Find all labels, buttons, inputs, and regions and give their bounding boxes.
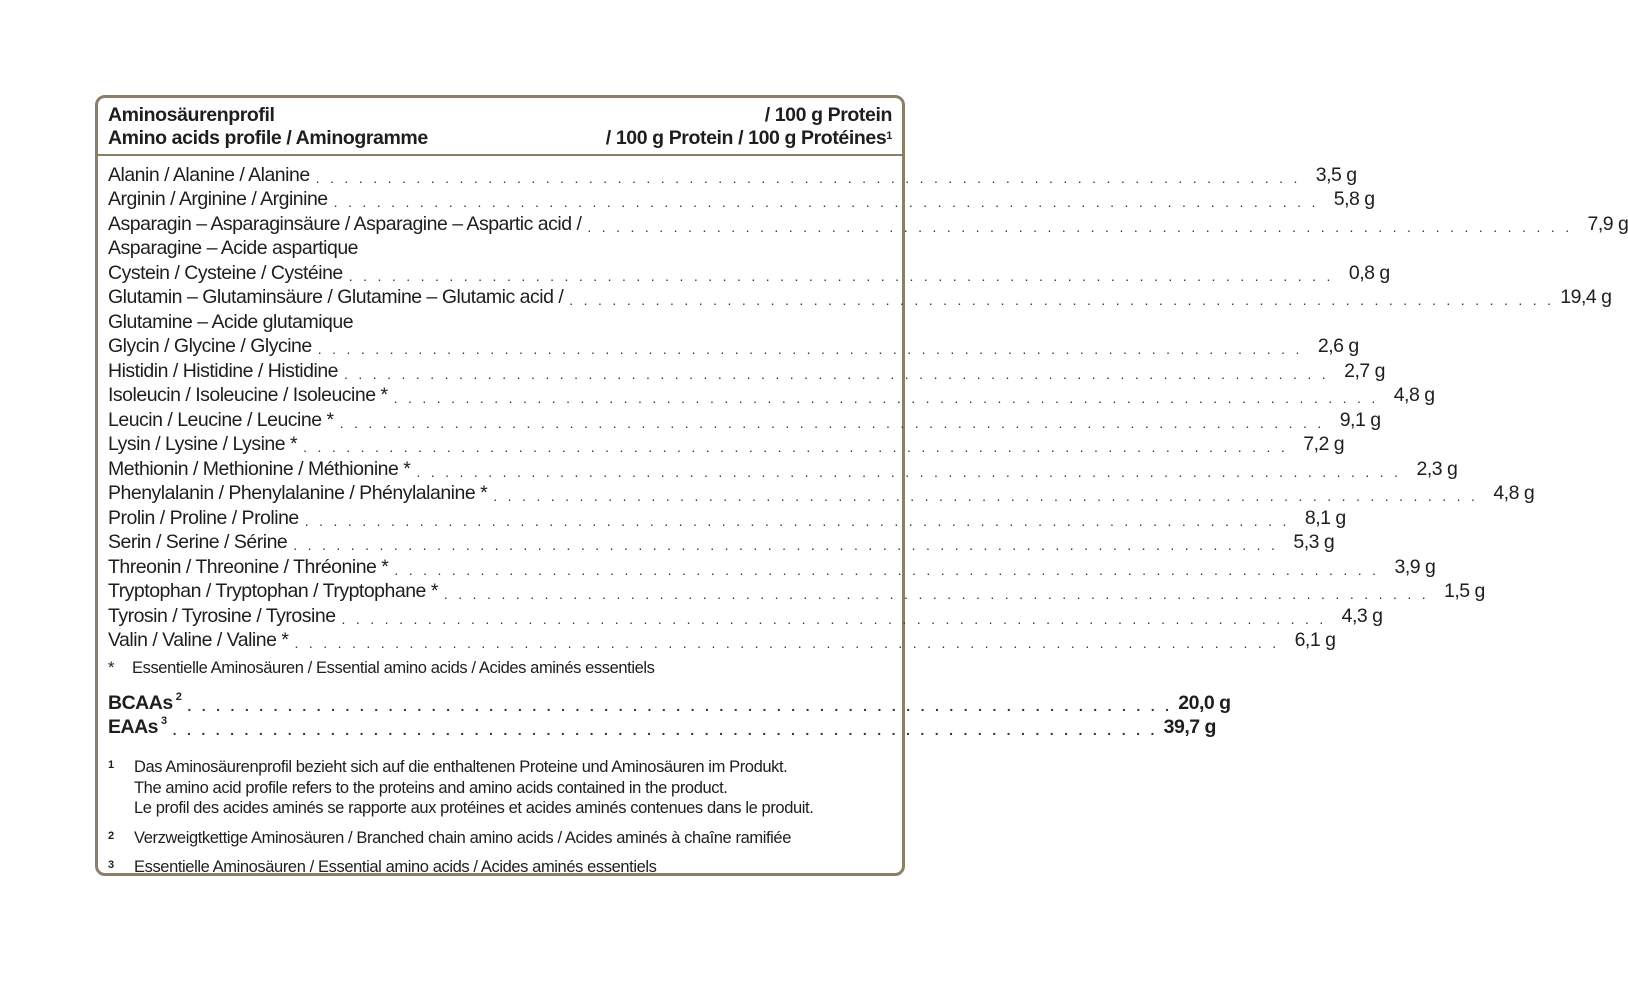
footnote-line: The amino acid profile refers to the proteins and amino acids contained in the product. — [134, 778, 728, 797]
amino-acid-name: Serin / Serine / Sérine — [108, 531, 288, 553]
footnote-line: Das Aminosäurenprofil bezieht sich auf die enthaltenen Proteine und Aminosäuren im Produkt. — [134, 758, 788, 776]
dot-leader: . . . . . . . . . . . . . . . . . . . . . . . . . . . . . . . . . . . . . . . . . . . . . . . . . . . . . . . . . . . . . . . . . . . . . — [493, 488, 1479, 504]
total-label — [108, 692, 181, 715]
amino-acid-name: Alanin / Alanine / Alanine — [108, 163, 310, 186]
asterisk-marker: * — [108, 659, 115, 677]
dot-leader: . . . . . . . . . . . . . . . . . . . . . . . . . . . . . . . . . . . . . . . . . . . . . . . . . . . . . . . . . . . . . . . . . . . . . — [187, 698, 1173, 714]
amino-acid-list — [108, 162, 1628, 652]
amino-acid-value: 5,8 g — [1333, 188, 1375, 210]
total-label-text: EAAs — [108, 716, 159, 738]
amino-acid-value: 9,1 g — [1339, 408, 1381, 431]
amino-acid-row — [108, 530, 1335, 555]
amino-acid-value: 4,8 g — [1493, 482, 1535, 504]
amino-acid-row — [108, 628, 1336, 653]
total-row — [108, 715, 1216, 739]
amino-acid-value: 4,8 g — [1393, 384, 1435, 406]
amino-acid-value: 2,6 g — [1317, 335, 1359, 357]
dot-leader: . . . . . . . . . . . . . . . . . . . . . . . . . . . . . . . . . . . . . . . . . . . . . . . . . . . . . . . . . . . . . . . . . . . . . — [294, 635, 1280, 651]
amino-acid-value: 1,5 g — [1444, 580, 1485, 602]
amino-acid-name: Tryptophan / Tryptophan / Tryptophane * — [108, 580, 438, 602]
amino-acid-value: 2,7 g — [1344, 359, 1385, 382]
amino-acid-row — [108, 432, 1345, 457]
amino-acid-value: 19,4 g — [1560, 286, 1612, 308]
footnote — [108, 757, 892, 819]
total-label — [108, 716, 167, 739]
footnote-text — [134, 757, 813, 819]
footnote-line: Le profil des acides aminés se rapporte aux protéines et acides aminés contenues dans le produit. — [134, 799, 814, 817]
amino-acid-row — [108, 211, 1628, 236]
total-footnote-ref: 3 — [161, 715, 167, 727]
total-value: 20,0 g — [1178, 692, 1231, 714]
amino-acid-name: Threonin / Threonine / Thréonine * — [108, 555, 389, 578]
title-de: Aminosäurenprofil — [108, 104, 275, 126]
amino-acid-value: 0,8 g — [1348, 261, 1390, 284]
dot-leader: . . . . . . . . . . . . . . . . . . . . . . . . . . . . . . . . . . . . . . . . . . . . . . . . . . . . . . . . . . . . . . . . . . . . . — [569, 292, 1555, 308]
amino-acid-name: Phenylalanin / Phenylalanine / Phénylalanine * — [108, 482, 488, 504]
amino-acid-name: Methionin / Methionine / Méthionine * — [108, 457, 411, 480]
dot-leader: . . . . . . . . . . . . . . . . . . . . . . . . . . . . . . . . . . . . . . . . . . . . . . . . . . . . . . . . . . . . . . . . . . . . . — [333, 194, 1319, 210]
amino-acid-profile-label — [95, 95, 1628, 876]
amino-acid-name: Leucin / Leucine / Leucine * — [108, 408, 334, 431]
dot-leader: . . . . . . . . . . . . . . . . . . . . . . . . . . . . . . . . . . . . . . . . . . . . . . . . . . . . . . . . . . . . . . . . . . . . . — [443, 586, 1429, 602]
amino-acid-name: Asparagin – Asparaginsäure / Asparagine – Aspartic acid / — [108, 212, 582, 235]
amino-acid-name: Cystein / Cysteine / Cystéine — [108, 261, 343, 284]
footnote-text — [134, 828, 791, 849]
amino-acid-name: Arginin / Arginine / Arginine — [108, 188, 328, 210]
amino-acid-name: Valin / Valine / Valine * — [108, 629, 289, 651]
essential-note-text: Essentielle Aminosäuren / Essential amino acids / Acides aminés essentiels — [132, 659, 655, 677]
amino-acid-name: Tyrosin / Tyrosine / Tyrosine — [108, 604, 336, 627]
footnotes — [108, 757, 892, 878]
footnote — [108, 857, 892, 878]
footnote-number: 1 — [108, 759, 114, 771]
amino-acid-name: Lysin / Lysine / Lysine * — [108, 433, 298, 455]
footnote-line: Essentielle Aminosäuren / Essential amino acids / Acides aminés essentiels — [134, 858, 657, 876]
dot-leader: . . . . . . . . . . . . . . . . . . . . . . . . . . . . . . . . . . . . . . . . . . . . . . . . . . . . . . . . . . . . . . . . . . . . . — [339, 414, 1325, 431]
amino-acid-value: 3,9 g — [1394, 555, 1436, 578]
footnote-line: Verzweigtkettige Aminosäuren / Branched chain amino acids / Acides aminés à chaîne ramifiée — [134, 828, 791, 847]
amino-acid-name: Prolin / Proline / Proline — [108, 506, 299, 529]
dot-leader: . . . . . . . . . . . . . . . . . . . . . . . . . . . . . . . . . . . . . . . . . . . . . . . . . . . . . . . . . . . . . . . . . . . . . — [303, 439, 1289, 455]
dot-leader: . . . . . . . . . . . . . . . . . . . . . . . . . . . . . . . . . . . . . . . . . . . . . . . . . . . . . . . . . . . . . . . . . . . . . — [587, 218, 1573, 235]
amino-acid-value: 5,3 g — [1293, 531, 1335, 553]
amino-acid-value: 8,1 g — [1304, 506, 1346, 529]
unit-multilingual: / 100 g Protein / 100 g Protéines$^1$ — [605, 127, 892, 149]
amino-acid-value: 2,3 g — [1416, 457, 1458, 480]
amino-acid-row — [108, 334, 1359, 359]
amino-acid-row — [108, 505, 1346, 530]
unit-de: / 100 g Protein — [764, 104, 892, 126]
essential-marker-note — [108, 659, 892, 681]
dot-leader: . . . . . . . . . . . . . . . . . . . . . . . . . . . . . . . . . . . . . . . . . . . . . . . . . . . . . . . . . . . . . . . . . . . . . — [348, 267, 1334, 284]
footnote-ref-1: 1 — [886, 130, 892, 142]
footnote-text — [134, 857, 657, 878]
amino-acid-name-continuation: Asparagine – Acide aspartique — [108, 237, 359, 259]
amino-acid-value: 6,1 g — [1294, 629, 1336, 651]
amino-acid-row — [108, 383, 1435, 408]
dot-leader: . . . . . . . . . . . . . . . . . . . . . . . . . . . . . . . . . . . . . . . . . . . . . . . . . . . . . . . . . . . . . . . . . . . . . — [304, 512, 1290, 529]
dot-leader: . . . . . . . . . . . . . . . . . . . . . . . . . . . . . . . . . . . . . . . . . . . . . . . . . . . . . . . . . . . . . . . . . . . . . — [317, 341, 1303, 357]
totals-list — [108, 691, 1231, 739]
dot-leader: . . . . . . . . . . . . . . . . . . . . . . . . . . . . . . . . . . . . . . . . . . . . . . . . . . . . . . . . . . . . . . . . . . . . . — [394, 561, 1380, 578]
footnote-number: 3 — [108, 859, 114, 871]
amino-acid-row — [108, 358, 1385, 383]
total-value: 39,7 g — [1163, 716, 1216, 738]
amino-acid-value: 4,3 g — [1341, 604, 1383, 627]
amino-acid-name: Glutamin – Glutaminsäure / Glutamine – Glutamic acid / — [108, 286, 564, 308]
total-label-text: BCAAs — [108, 692, 173, 714]
amino-acid-value: 7,9 g — [1587, 212, 1628, 235]
amino-acid-row — [108, 187, 1375, 212]
amino-acid-value: 7,2 g — [1303, 433, 1345, 455]
dot-leader: . . . . . . . . . . . . . . . . . . . . . . . . . . . . . . . . . . . . . . . . . . . . . . . . . . . . . . . . . . . . . . . . . . . . . — [172, 722, 1158, 738]
amino-acid-row — [108, 481, 1535, 506]
amino-acid-row — [108, 579, 1485, 604]
amino-acid-row — [108, 407, 1381, 432]
dot-leader: . . . . . . . . . . . . . . . . . . . . . . . . . . . . . . . . . . . . . . . . . . . . . . . . . . . . . . . . . . . . . . . . . . . . . — [341, 610, 1327, 627]
dot-leader: . . . . . . . . . . . . . . . . . . . . . . . . . . . . . . . . . . . . . . . . . . . . . . . . . . . . . . . . . . . . . . . . . . . . . — [344, 365, 1329, 382]
footnote — [108, 828, 892, 849]
amino-acid-row — [108, 162, 1357, 187]
total-row — [108, 691, 1231, 715]
amino-acid-row — [108, 285, 1612, 310]
label-header — [108, 104, 892, 150]
amino-acid-row — [108, 554, 1436, 579]
amino-acid-value: 3,5 g — [1315, 163, 1357, 186]
dot-leader: . . . . . . . . . . . . . . . . . . . . . . . . . . . . . . . . . . . . . . . . . . . . . . . . . . . . . . . . . . . . . . . . . . . . . — [416, 463, 1402, 480]
dot-leader: . . . . . . . . . . . . . . . . . . . . . . . . . . . . . . . . . . . . . . . . . . . . . . . . . . . . . . . . . . . . . . . . . . . . . — [293, 537, 1279, 553]
amino-acid-name-continuation: Glutamine – Acide glutamique — [108, 310, 354, 333]
amino-acid-row — [108, 456, 1458, 481]
dot-leader: . . . . . . . . . . . . . . . . . . . . . . . . . . . . . . . . . . . . . . . . . . . . . . . . . . . . . . . . . . . . . . . . . . . . . — [393, 390, 1379, 406]
title-multilingual: Amino acids profile / Aminogramme — [108, 127, 428, 149]
amino-acid-name: Isoleucin / Isoleucine / Isoleucine * — [108, 384, 388, 406]
header-divider — [98, 154, 902, 156]
amino-acid-name: Histidin / Histidine / Histidine — [108, 359, 339, 382]
amino-acid-row — [108, 260, 1390, 285]
total-footnote-ref: 2 — [175, 691, 182, 703]
dot-leader: . . . . . . . . . . . . . . . . . . . . . . . . . . . . . . . . . . . . . . . . . . . . . . . . . . . . . . . . . . . . . . . . . . . . . — [315, 169, 1301, 186]
amino-acid-name: Glycin / Glycine / Glycine — [108, 335, 312, 357]
amino-acid-row — [108, 603, 1383, 628]
footnote-number: 2 — [108, 829, 114, 842]
